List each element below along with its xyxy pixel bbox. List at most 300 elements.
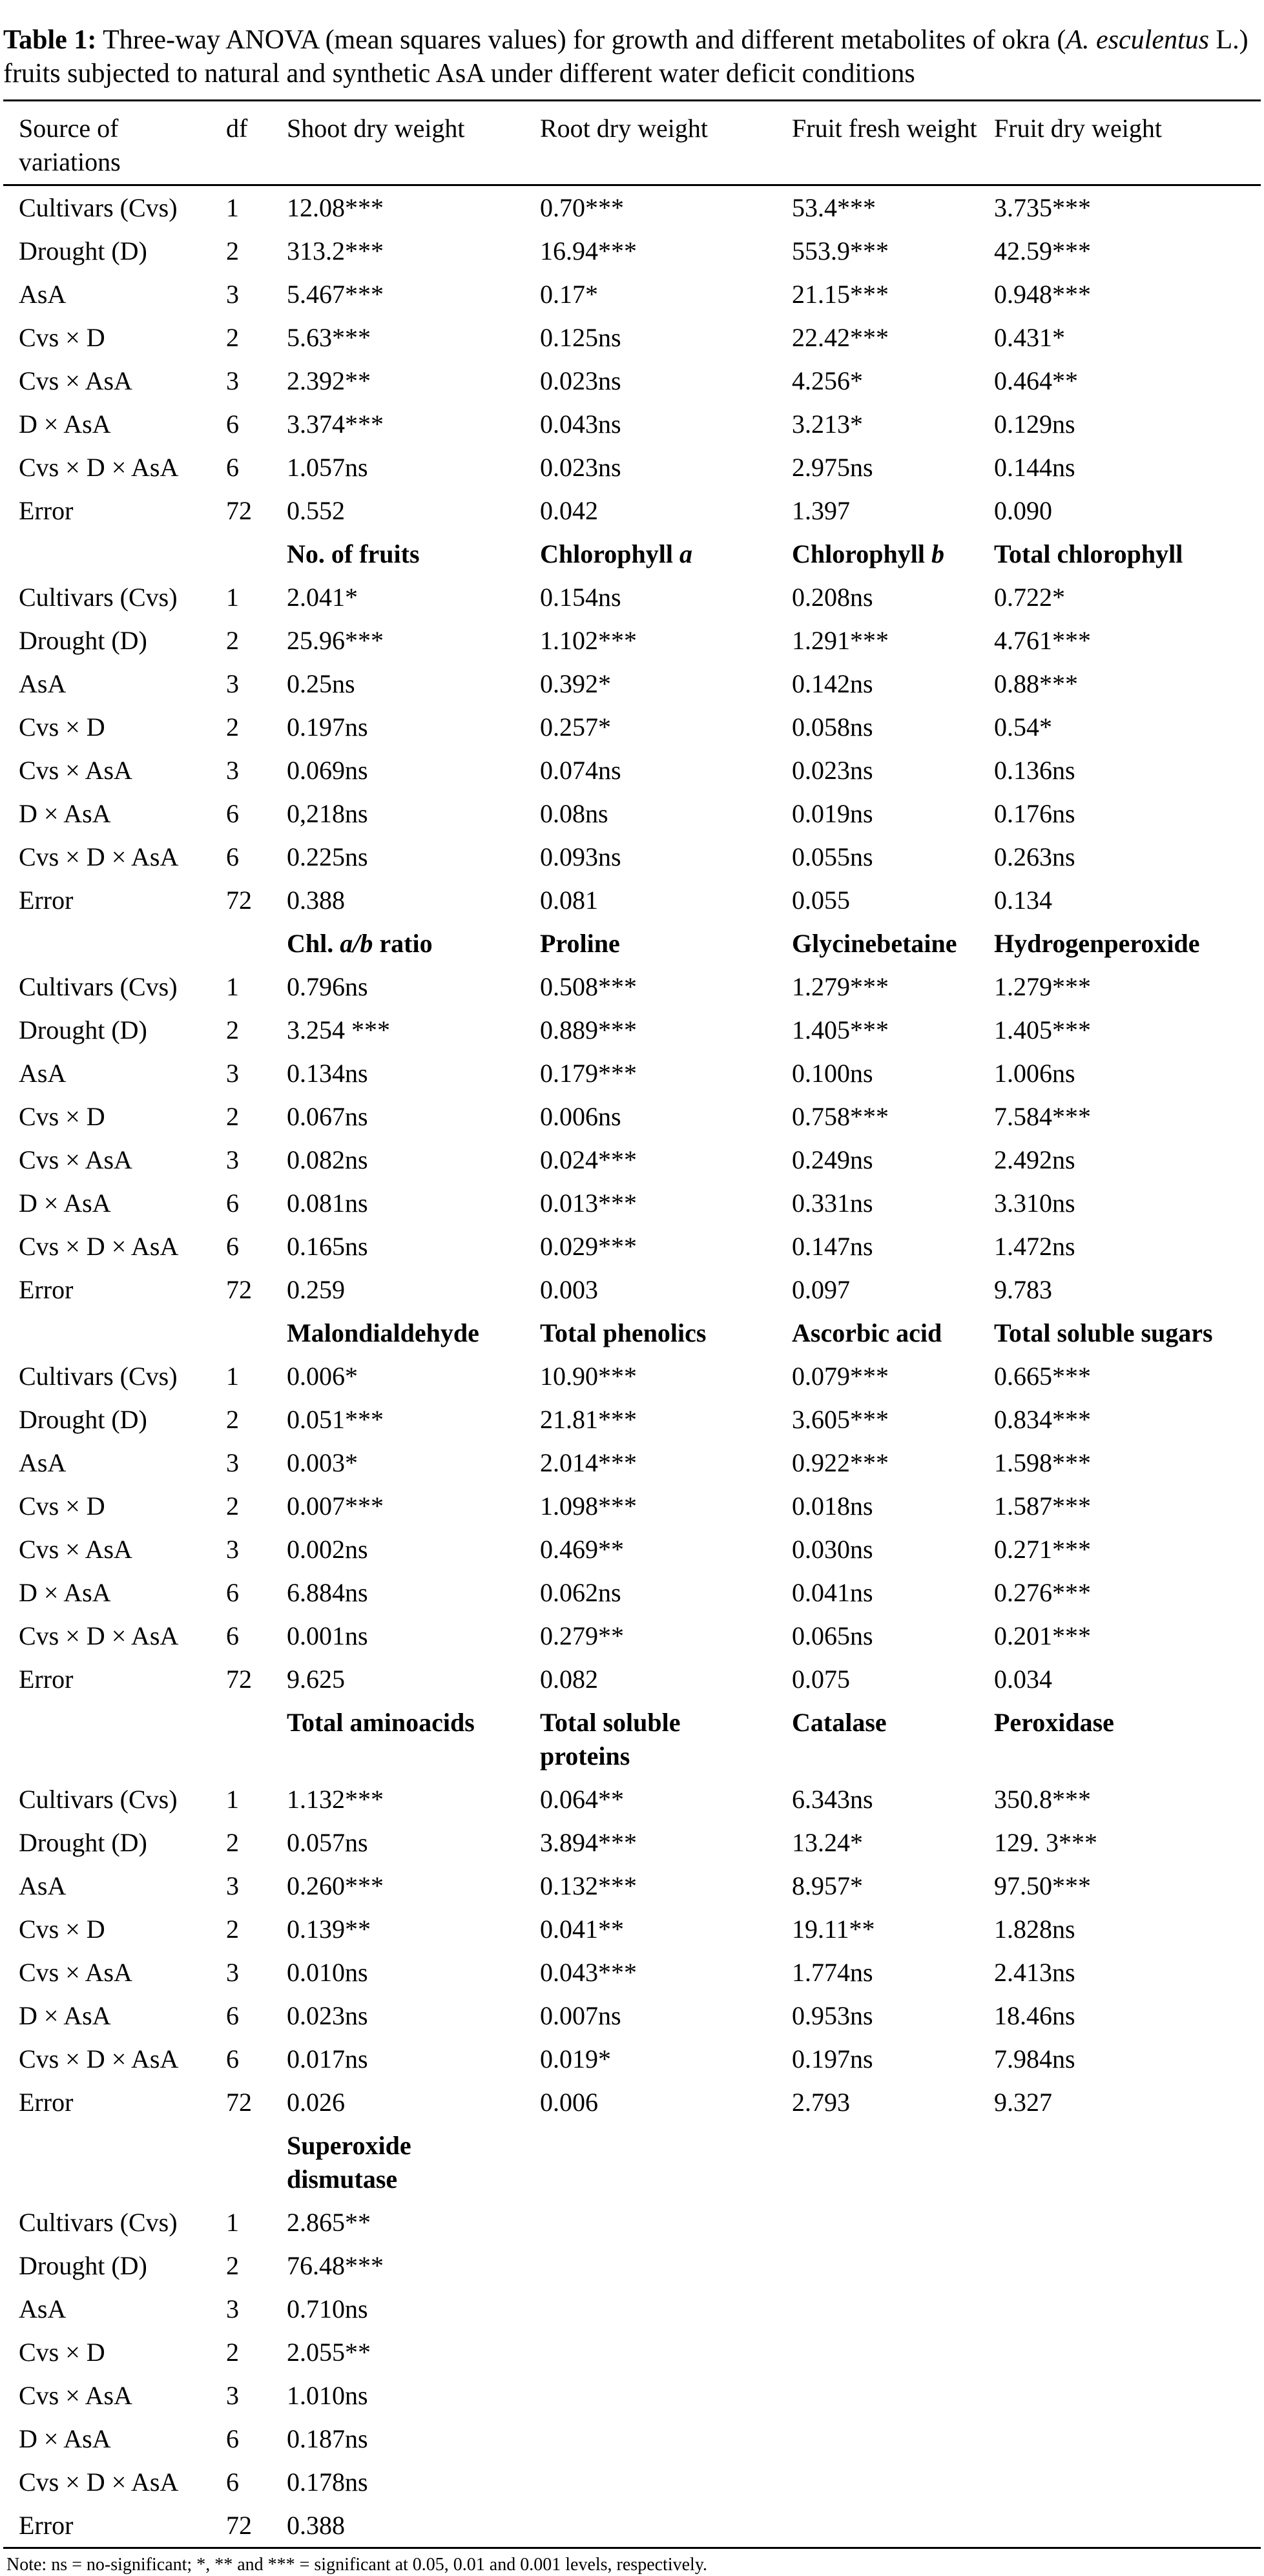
df-cell: 3 xyxy=(226,366,239,395)
table-note: Note: ns = no-significant; *, ** and *** = significant at 0.05, 0.01 and 0.001 levels, respectively. xyxy=(6,2555,707,2575)
source-cell: D × AsA xyxy=(19,2001,111,2030)
value-cell: 0.041** xyxy=(540,1915,624,1944)
value-cell: 0.041ns xyxy=(792,1578,873,1607)
value-cell xyxy=(776,2374,979,2417)
value-cell: 1.102*** xyxy=(540,626,637,655)
table-row xyxy=(3,792,1261,835)
table-body xyxy=(3,185,1261,2548)
value-cell: 0.023ns xyxy=(540,453,621,482)
value-cell: 10.90*** xyxy=(540,1362,637,1391)
table-row xyxy=(3,1571,1261,1614)
table-row xyxy=(3,1398,1261,1441)
value-cell: 0.276*** xyxy=(994,1578,1091,1607)
value-cell: 0.201*** xyxy=(994,1621,1091,1650)
value-cell xyxy=(979,2417,1261,2460)
df-cell: 3 xyxy=(226,2381,239,2410)
value-cell: 0.225ns xyxy=(287,842,368,871)
section-header-spacer xyxy=(226,1701,271,1778)
value-cell: 0.058ns xyxy=(792,712,873,742)
table-row xyxy=(3,2417,1261,2460)
value-cell: 0.249ns xyxy=(792,1145,873,1174)
table-row xyxy=(3,2201,1261,2244)
value-cell: 0.081ns xyxy=(287,1189,368,1218)
df-cell: 3 xyxy=(226,280,239,309)
value-cell: 19.11** xyxy=(792,1915,875,1944)
value-cell: 0.062ns xyxy=(540,1578,621,1607)
value-cell xyxy=(776,2287,979,2331)
header-source: Source of variations xyxy=(3,101,226,185)
header-col: Shoot dry weight xyxy=(271,101,524,185)
table-row xyxy=(3,619,1261,662)
value-cell: 2.865** xyxy=(287,2208,371,2237)
value-cell: 0.134 xyxy=(994,886,1052,915)
value-cell: 0.023ns xyxy=(287,2001,368,2030)
value-cell xyxy=(524,2460,776,2504)
source-cell: AsA xyxy=(19,1871,67,1900)
section-header-spacer xyxy=(226,922,271,965)
value-cell: 0.017ns xyxy=(287,2044,368,2073)
table-row xyxy=(3,1355,1261,1398)
df-cell: 72 xyxy=(226,2504,271,2548)
section-header-spacer xyxy=(226,532,271,576)
value-cell: 1.472ns xyxy=(994,1232,1075,1261)
df-cell: 3 xyxy=(226,1535,239,1564)
source-cell: AsA xyxy=(19,669,67,698)
value-cell: 0.388 xyxy=(287,886,345,915)
df-cell: 6 xyxy=(226,410,239,439)
section-heading: Total soluble proteins xyxy=(540,1708,681,1771)
table-row xyxy=(3,705,1261,749)
value-cell: 0.006ns xyxy=(540,1102,621,1131)
value-cell: 2.793 xyxy=(792,2088,850,2117)
df-cell: 6 xyxy=(226,1189,239,1218)
value-cell: 0.552 xyxy=(287,496,345,525)
section-heading: Ascorbic acid xyxy=(792,1318,942,1347)
value-cell: 13.24* xyxy=(792,1828,863,1857)
table-row xyxy=(3,878,1261,922)
section-header-row xyxy=(3,922,1261,965)
section-heading: Glycinebetaine xyxy=(792,929,957,958)
value-cell: 0.388 xyxy=(271,2504,524,2548)
table-row xyxy=(3,1821,1261,1864)
value-cell: 0.758*** xyxy=(792,1102,889,1131)
value-cell: 1.291*** xyxy=(792,626,889,655)
value-cell: 0.006 xyxy=(540,2088,598,2117)
table-row xyxy=(3,2374,1261,2417)
value-cell: 2.975ns xyxy=(792,453,873,482)
value-cell: 3.213* xyxy=(792,410,863,439)
value-cell: 2.041* xyxy=(287,583,358,612)
table-row xyxy=(3,273,1261,316)
value-cell: 0.154ns xyxy=(540,583,621,612)
value-cell xyxy=(979,2287,1261,2331)
anova-table xyxy=(3,99,1261,2549)
section-heading xyxy=(979,2124,1261,2201)
value-cell: 0.17* xyxy=(540,280,598,309)
section-heading: Hydrogenperoxide xyxy=(994,929,1200,958)
value-cell: 0.165ns xyxy=(287,1232,368,1261)
value-cell: 0.953ns xyxy=(792,2001,873,2030)
table-row xyxy=(3,2331,1261,2374)
df-cell: 2 xyxy=(226,1828,239,1857)
value-cell xyxy=(524,2331,776,2374)
value-cell: 0.279** xyxy=(540,1621,624,1650)
df-cell: 6 xyxy=(226,1232,239,1261)
value-cell xyxy=(776,2331,979,2374)
source-cell: Cvs × AsA xyxy=(19,1535,132,1564)
source-cell: Cvs × D × AsA xyxy=(19,2467,179,2497)
table-row xyxy=(3,1778,1261,1821)
source-cell: Cultivars (Cvs) xyxy=(19,2208,178,2237)
df-cell: 2 xyxy=(226,1015,239,1044)
value-cell: 3.735*** xyxy=(994,193,1091,222)
value-cell: 0.097 xyxy=(792,1275,850,1304)
source-cell: Cvs × D xyxy=(19,1491,105,1521)
value-cell: 2.055** xyxy=(287,2338,371,2367)
table-row xyxy=(3,1138,1261,1181)
value-cell: 4.761*** xyxy=(994,626,1091,655)
value-cell: 0.331ns xyxy=(792,1189,873,1218)
source-cell: AsA xyxy=(19,2294,67,2323)
value-cell: 0.067ns xyxy=(287,1102,368,1131)
value-cell: 53.4*** xyxy=(792,193,876,222)
section-heading: Total aminoacids xyxy=(287,1708,475,1737)
value-cell xyxy=(524,2504,776,2548)
value-cell: 1.010ns xyxy=(287,2381,368,2410)
value-cell: 1.587*** xyxy=(994,1491,1091,1521)
value-cell: 0.834*** xyxy=(994,1405,1091,1434)
value-cell: 2.392** xyxy=(287,366,371,395)
source-cell: D × AsA xyxy=(19,799,111,828)
source-cell: Error xyxy=(19,496,74,525)
value-cell xyxy=(776,2504,979,2548)
df-cell: 2 xyxy=(226,1405,239,1434)
caption-text: Three-way ANOVA (mean squares values) for growth and different metabolites of okra (A. esculentus L.) fruits subjected to natural and synthetic AsA under different water deficit conditions xyxy=(3,25,1248,88)
source-cell: AsA xyxy=(19,1059,67,1088)
value-cell: 0.179*** xyxy=(540,1059,637,1088)
value-cell: 0.055 xyxy=(792,886,850,915)
table-row xyxy=(3,662,1261,705)
df-cell: 3 xyxy=(226,1059,239,1088)
value-cell: 0.082 xyxy=(540,1665,598,1694)
value-cell: 0.710ns xyxy=(287,2294,368,2323)
value-cell: 0.136ns xyxy=(994,756,1075,785)
value-cell: 3.254 *** xyxy=(287,1015,390,1044)
value-cell: 0.197ns xyxy=(287,712,368,742)
value-cell: 0.948*** xyxy=(994,280,1091,309)
section-heading: Chl. a/b ratio xyxy=(287,929,433,958)
value-cell: 0.142ns xyxy=(792,669,873,698)
source-cell: Drought (D) xyxy=(19,236,147,265)
value-cell: 0.007ns xyxy=(540,2001,621,2030)
value-cell: 3.310ns xyxy=(994,1189,1075,1218)
table-row xyxy=(3,2287,1261,2331)
value-cell: 2.492ns xyxy=(994,1145,1075,1174)
value-cell: 1.279*** xyxy=(792,972,889,1001)
value-cell: 0.125ns xyxy=(540,323,621,352)
source-cell: Drought (D) xyxy=(19,626,147,655)
df-cell: 6 xyxy=(226,1621,239,1650)
section-heading: Malondialdehyde xyxy=(287,1318,479,1347)
table-row xyxy=(3,2460,1261,2504)
value-cell: 0.003* xyxy=(287,1448,358,1477)
table-row xyxy=(3,2504,1261,2548)
value-cell xyxy=(524,2201,776,2244)
value-cell: 42.59*** xyxy=(994,236,1091,265)
table-row xyxy=(3,229,1261,273)
value-cell: 12.08*** xyxy=(287,193,384,222)
source-cell: Cultivars (Cvs) xyxy=(19,193,178,222)
source-cell: Cvs × AsA xyxy=(19,1958,132,1987)
value-cell xyxy=(979,2201,1261,2244)
source-cell: Cvs × AsA xyxy=(19,2381,132,2410)
source-cell: Cvs × AsA xyxy=(19,1145,132,1174)
df-cell: 6 xyxy=(226,2424,239,2453)
table-row xyxy=(3,965,1261,1008)
section-heading: Total phenolics xyxy=(540,1318,707,1347)
table-row xyxy=(3,749,1261,792)
source-cell: Cvs × D xyxy=(19,712,105,742)
value-cell: 1.598*** xyxy=(994,1448,1091,1477)
value-cell: 0.019* xyxy=(540,2044,611,2073)
df-cell: 72 xyxy=(226,1665,252,1694)
value-cell: 0.392* xyxy=(540,669,611,698)
table-row xyxy=(3,1181,1261,1225)
section-header-spacer xyxy=(3,2124,226,2201)
value-cell: 0.263ns xyxy=(994,842,1075,871)
value-cell: 0,218ns xyxy=(287,799,368,828)
value-cell: 1.405*** xyxy=(994,1015,1091,1044)
source-cell: Cultivars (Cvs) xyxy=(19,972,178,1001)
source-cell: AsA xyxy=(19,1448,67,1477)
section-header-row xyxy=(3,1701,1261,1778)
caption-label: Table 1: xyxy=(3,25,97,55)
value-cell: 5.467*** xyxy=(287,280,384,309)
df-cell: 2 xyxy=(226,2251,239,2280)
value-cell: 0.796ns xyxy=(287,972,368,1001)
source-cell: D × AsA xyxy=(19,1189,111,1218)
value-cell: 0.034 xyxy=(994,1665,1052,1694)
source-cell: Cvs × D xyxy=(19,1915,105,1944)
df-cell: 1 xyxy=(226,1785,239,1814)
header-df: df xyxy=(226,101,271,185)
value-cell: 0.093ns xyxy=(540,842,621,871)
value-cell xyxy=(979,2244,1261,2287)
value-cell: 0.001ns xyxy=(287,1621,368,1650)
source-cell: Cvs × D xyxy=(19,2338,105,2367)
value-cell: 0.176ns xyxy=(994,799,1075,828)
value-cell: 0.722* xyxy=(994,583,1065,612)
value-cell: 76.48*** xyxy=(287,2251,384,2280)
value-cell: 0.922*** xyxy=(792,1448,889,1477)
source-cell: Error xyxy=(3,2504,226,2548)
table-row xyxy=(3,1614,1261,1657)
value-cell: 0.464** xyxy=(994,366,1078,395)
source-cell: Error xyxy=(19,2088,74,2117)
df-cell: 3 xyxy=(226,1448,239,1477)
value-cell: 0.88*** xyxy=(994,669,1078,698)
section-heading: No. of fruits xyxy=(287,539,420,568)
section-heading xyxy=(524,2124,776,2201)
value-cell: 1.774ns xyxy=(792,1958,873,1987)
value-cell: 3.894*** xyxy=(540,1828,637,1857)
df-cell: 72 xyxy=(226,496,252,525)
section-heading: Catalase xyxy=(792,1708,887,1737)
value-cell xyxy=(979,2331,1261,2374)
table-row xyxy=(3,1864,1261,1907)
value-cell: 1.098*** xyxy=(540,1491,637,1521)
value-cell: 0.257* xyxy=(540,712,611,742)
df-cell: 2 xyxy=(226,712,239,742)
value-cell: 1.279*** xyxy=(994,972,1091,1001)
value-cell xyxy=(776,2244,979,2287)
value-cell: 7.984ns xyxy=(994,2044,1075,2073)
table-row xyxy=(3,1052,1261,1095)
table-row xyxy=(3,1528,1261,1571)
table-row xyxy=(3,1268,1261,1311)
value-cell xyxy=(776,2201,979,2244)
value-cell: 0.051*** xyxy=(287,1405,384,1434)
value-cell: 350.8*** xyxy=(994,1785,1091,1814)
table-row xyxy=(3,1441,1261,1484)
source-cell: D × AsA xyxy=(19,2424,111,2453)
df-cell: 6 xyxy=(226,842,239,871)
value-cell: 0.889*** xyxy=(540,1015,637,1044)
value-cell: 6.343ns xyxy=(792,1785,873,1814)
df-cell: 1 xyxy=(226,972,239,1001)
value-cell: 1.057ns xyxy=(287,453,368,482)
value-cell: 0.187ns xyxy=(287,2424,368,2453)
section-header-row xyxy=(3,1311,1261,1355)
section-heading: Chlorophyll a xyxy=(540,539,692,568)
value-cell: 0.079*** xyxy=(792,1362,889,1391)
header-col: Root dry weight xyxy=(524,101,776,185)
value-cell: 0.026 xyxy=(287,2088,345,2117)
value-cell: 553.9*** xyxy=(792,236,889,265)
value-cell: 0.069ns xyxy=(287,756,368,785)
table-header xyxy=(3,101,1261,185)
df-cell: 6 xyxy=(226,2001,239,2030)
value-cell xyxy=(776,2417,979,2460)
value-cell xyxy=(979,2460,1261,2504)
source-cell: D × AsA xyxy=(19,410,111,439)
section-heading: Total soluble sugars xyxy=(994,1318,1213,1347)
df-cell: 72 xyxy=(226,2088,252,2117)
source-cell: Error xyxy=(19,1665,74,1694)
table-row xyxy=(3,446,1261,489)
value-cell: 9.625 xyxy=(287,1665,345,1694)
value-cell: 4.256* xyxy=(792,366,863,395)
value-cell: 6.884ns xyxy=(287,1578,368,1607)
df-cell: 3 xyxy=(226,1145,239,1174)
df-cell: 6 xyxy=(226,1578,239,1607)
df-cell: 3 xyxy=(226,756,239,785)
df-cell: 6 xyxy=(226,2044,239,2073)
df-cell: 6 xyxy=(226,453,239,482)
value-cell: 0.023ns xyxy=(792,756,873,785)
section-header-spacer xyxy=(3,1701,226,1778)
section-heading xyxy=(776,2124,979,2201)
table-row xyxy=(3,576,1261,619)
df-cell: 1 xyxy=(226,583,239,612)
section-header-row xyxy=(3,532,1261,576)
value-cell: 129. 3*** xyxy=(994,1828,1097,1857)
value-cell: 0.090 xyxy=(994,496,1052,525)
value-cell: 25.96*** xyxy=(287,626,384,655)
value-cell: 9.783 xyxy=(994,1275,1052,1304)
value-cell: 22.42*** xyxy=(792,323,889,352)
value-cell: 1.405*** xyxy=(792,1015,889,1044)
source-cell: Cvs × D × AsA xyxy=(19,1621,179,1650)
table-row xyxy=(3,489,1261,532)
value-cell: 0.023ns xyxy=(540,366,621,395)
section-header-row xyxy=(3,2124,1261,2201)
header-col: Fruit dry weight xyxy=(979,101,1261,185)
value-cell: 0.075 xyxy=(792,1665,850,1694)
value-cell xyxy=(524,2287,776,2331)
value-cell: 0.469** xyxy=(540,1535,624,1564)
table-caption xyxy=(3,23,1261,90)
table-row xyxy=(3,1095,1261,1138)
value-cell: 0.064** xyxy=(540,1785,624,1814)
source-cell: Cvs × D × AsA xyxy=(19,2044,179,2073)
value-cell: 0.043ns xyxy=(540,410,621,439)
value-cell: 3.605*** xyxy=(792,1405,889,1434)
section-heading: Peroxidase xyxy=(994,1708,1114,1737)
df-cell: 3 xyxy=(226,1958,239,1987)
value-cell xyxy=(979,2374,1261,2417)
value-cell: 2.413ns xyxy=(994,1958,1075,1987)
value-cell: 0.018ns xyxy=(792,1491,873,1521)
table-row xyxy=(3,316,1261,359)
source-cell: Cvs × D × AsA xyxy=(19,453,179,482)
value-cell: 0.70*** xyxy=(540,193,624,222)
value-cell: 1.828ns xyxy=(994,1915,1075,1944)
df-cell: 2 xyxy=(226,626,239,655)
value-cell: 1.132*** xyxy=(287,1785,384,1814)
value-cell: 21.15*** xyxy=(792,280,889,309)
table-row xyxy=(3,359,1261,402)
value-cell: 0.019ns xyxy=(792,799,873,828)
df-cell: 1 xyxy=(226,2208,239,2237)
value-cell: 0.007*** xyxy=(287,1491,384,1521)
df-cell: 3 xyxy=(226,2294,239,2323)
value-cell: 0.147ns xyxy=(792,1232,873,1261)
value-cell: 0.132*** xyxy=(540,1871,637,1900)
value-cell: 0.003 xyxy=(540,1275,598,1304)
value-cell: 0.057ns xyxy=(287,1828,368,1857)
value-cell: 0.030ns xyxy=(792,1535,873,1564)
value-cell: 0.081 xyxy=(540,886,598,915)
value-cell: 0.178ns xyxy=(287,2467,368,2497)
source-cell: Drought (D) xyxy=(19,1828,147,1857)
value-cell: 16.94*** xyxy=(540,236,637,265)
df-cell: 2 xyxy=(226,2338,239,2367)
value-cell: 0.029*** xyxy=(540,1232,637,1261)
value-cell xyxy=(524,2374,776,2417)
table-row xyxy=(3,1484,1261,1528)
df-cell: 2 xyxy=(226,236,239,265)
value-cell: 0.002ns xyxy=(287,1535,368,1564)
value-cell: 9.327 xyxy=(994,2088,1052,2117)
value-cell: 0.082ns xyxy=(287,1145,368,1174)
value-cell: 1.006ns xyxy=(994,1059,1075,1088)
value-cell xyxy=(524,2244,776,2287)
source-cell: Drought (D) xyxy=(19,2251,147,2280)
df-cell: 3 xyxy=(226,669,239,698)
section-header-spacer xyxy=(3,922,226,965)
df-cell: 2 xyxy=(226,1491,239,1521)
